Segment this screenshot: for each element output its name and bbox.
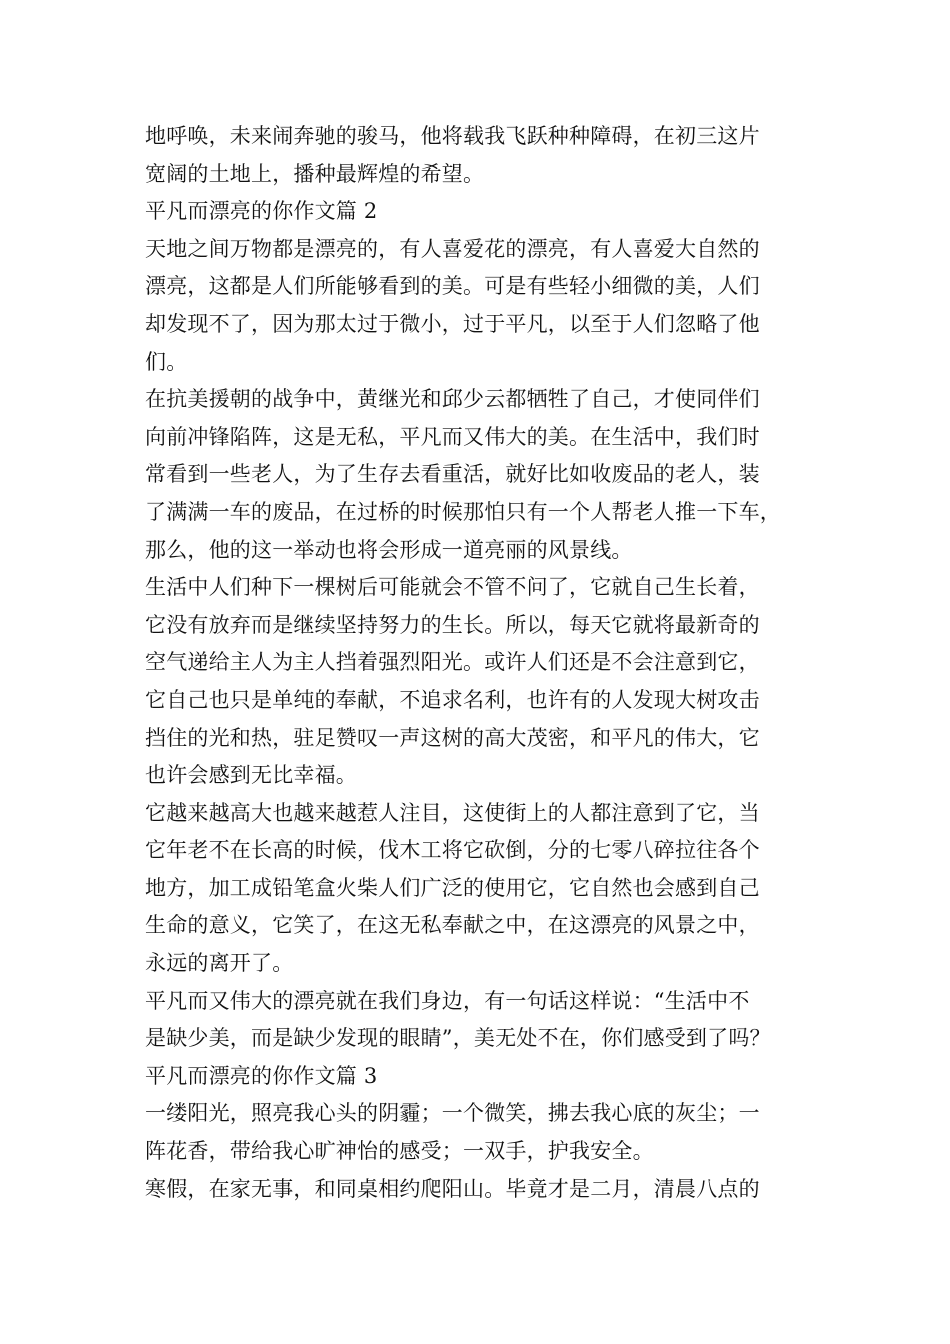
text-line: 一缕阳光，照亮我心头的阴霾；一个微笑，拂去我心底的灰尘；一 (145, 1101, 760, 1126)
text-line: 永远的离开了。 (145, 951, 294, 976)
text-line: 是缺少美，而是缺少发现的眼睛”，美无处不在，你们感受到了吗？ (145, 1026, 771, 1051)
text-line: 它自己也只是单纯的奉献，不追求名利，也许有的人发现大树攻击 (145, 687, 760, 712)
text-line: 却发现不了，因为那太过于微小，过于平凡，以至于人们忽略了他 (145, 311, 760, 336)
text-line: 地方，加工成铅笔盒火柴人们广泛的使用它，它自然也会感到自己 (145, 875, 760, 900)
text-line: 宽阔的土地上，播种最辉煌的希望。 (145, 161, 485, 186)
text-line: 天地之间万物都是漂亮的，有人喜爱花的漂亮，有人喜爱大自然的 (145, 236, 760, 261)
text-line: 空气递给主人为主人挡着强烈阳光。或许人们还是不会注意到它， (145, 650, 760, 675)
text-line: 它年老不在长高的时候，伐木工将它砍倒，分的七零八碎拉往各个 (145, 838, 760, 863)
text-line: 它越来越高大也越来越惹人注目，这使街上的人都注意到了它，当 (145, 800, 760, 825)
text-line: 们。 (145, 349, 188, 374)
text-line: 阵花香，带给我心旷神怡的感受；一双手，护我安全。 (145, 1139, 654, 1164)
text-line: 地呼唤，未来闹奔驰的骏马，他将载我飞跃种种障碍，在初三这片 (145, 124, 760, 148)
text-line: 了满满一车的废品，在过桥的时候那怕只有一个人帮老人推一下车， (145, 499, 781, 524)
text-line: 也许会感到无比幸福。 (145, 763, 357, 788)
essay-text (145, 118, 815, 1208)
text-line: 在抗美援朝的战争中，黄继光和邱少云都牺牲了自己，才使同伴们 (145, 387, 760, 412)
text-line: 向前冲锋陷阵，这是无私，平凡而又伟大的美。在生活中，我们时 (145, 424, 760, 449)
text-line: 那么，他的这一举动也将会形成一道亮丽的风景线。 (145, 537, 633, 562)
text-line: 生命的意义，它笑了，在这无私奉献之中，在这漂亮的风景之中， (145, 913, 760, 938)
text-line: 寒假，在家无事，和同桌相约爬阳山。毕竟才是二月，清晨八点的 (145, 1176, 760, 1201)
text-line: 挡住的光和热，驻足赞叹一声这树的高大茂密，和平凡的伟大，它 (145, 725, 760, 750)
text-line: 它没有放弃而是继续坚持努力的生长。所以，每天它就将最新奇的 (145, 612, 760, 637)
text-line: 生活中人们种下一棵树后可能就会不管不问了，它就自己生长着， (145, 575, 760, 600)
section-heading: 平凡而漂亮的你作文篇 3 (145, 1063, 378, 1088)
section-heading: 平凡而漂亮的你作文篇 2 (145, 199, 378, 224)
text-line: 常看到一些老人，为了生存去看重活，就好比如收废品的老人，装 (145, 462, 760, 487)
text-line: 漂亮，这都是人们所能够看到的美。可是有些轻小细微的美，人们 (145, 274, 760, 299)
text-line: 平凡而又伟大的漂亮就在我们身边，有一句话这样说：“生活中不 (145, 988, 750, 1013)
